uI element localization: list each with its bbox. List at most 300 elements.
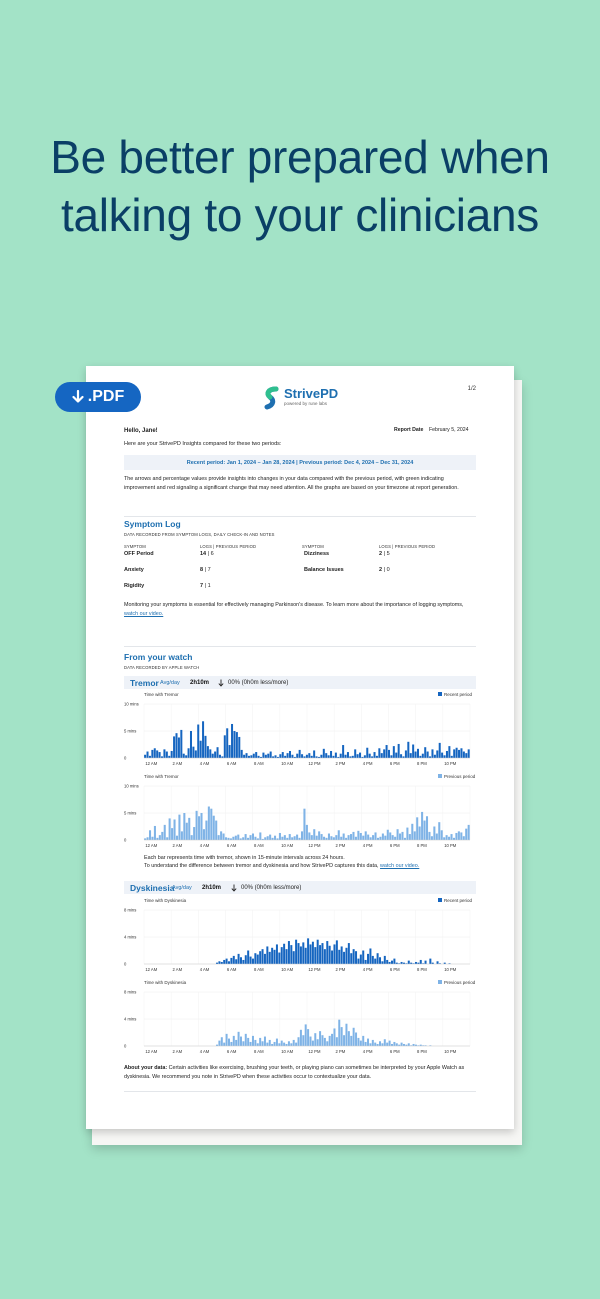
chart-bar (258, 756, 260, 758)
chart-bar (444, 755, 446, 758)
chart-bar (266, 946, 268, 964)
y-tick-label: 8 mins (124, 989, 137, 995)
chart-bar (254, 837, 256, 840)
chart-bar (408, 1043, 410, 1046)
chart-bar (332, 756, 334, 758)
chart-bar (377, 953, 379, 964)
y-tick-label: 0 (124, 961, 127, 967)
chart-bar (330, 836, 332, 840)
x-tick-label: 10 PM (444, 761, 457, 766)
chart-bar (286, 838, 288, 840)
chart-bar (271, 1044, 273, 1046)
page-number: 1/2 (467, 386, 476, 392)
chart-bar (342, 745, 344, 758)
chart-bar (389, 962, 391, 964)
chart-bar (431, 749, 433, 758)
x-tick-label: 12 AM (145, 843, 158, 848)
chart-bar (228, 1039, 230, 1046)
chart-bar (321, 1035, 323, 1046)
x-tick-label: 2 AM (172, 761, 183, 766)
chart-bar (325, 753, 327, 758)
x-tick-label: 2 AM (172, 967, 183, 972)
chart-bar (360, 1041, 362, 1046)
chart-bar (230, 1042, 232, 1046)
chart-bar (384, 1039, 386, 1046)
chart-bar (307, 1029, 309, 1046)
chart-bar (259, 1038, 261, 1046)
tremor-change: 00% (0h0m less/more) (228, 680, 289, 686)
chart-bar (229, 745, 231, 758)
legend-swatch (438, 774, 442, 778)
chart-bar (245, 834, 247, 840)
symptom-log-subtitle: DATA RECORDED FROM SYMPTOM LOGS, DAILY CHECK-IN AND NOTES (124, 532, 275, 537)
chart-bar (159, 752, 161, 758)
chart-bar (288, 941, 290, 964)
chart-bar (279, 833, 281, 840)
chart-bar (419, 756, 421, 758)
chart-bar (274, 836, 276, 840)
chart-bar (299, 750, 301, 758)
report-date-label: Report Date (394, 427, 424, 433)
chart-bar (147, 837, 149, 840)
legend-swatch (438, 692, 442, 696)
chart-bar (259, 951, 261, 964)
col-symptom-header: SYMPTOM (124, 544, 146, 549)
x-tick-label: 6 PM (389, 967, 400, 972)
x-tick-label: 12 PM (308, 1049, 321, 1054)
intro-text: Here are your StrivePD Insights compared for these two periods: (124, 441, 282, 447)
chart-bar (323, 837, 325, 840)
chart-bar (370, 837, 372, 840)
chart-bar (183, 754, 185, 758)
chart-bar (428, 832, 430, 840)
chart-bar (267, 754, 269, 758)
chart-bar (386, 1043, 388, 1046)
chart-bar (341, 1027, 343, 1046)
chart-bar (318, 831, 320, 840)
chart-bar (353, 949, 355, 964)
col-logs-header: LOGS | PREVIOUS PERIOD (200, 544, 257, 549)
x-tick-label: 6 PM (389, 843, 400, 848)
chart-bar (420, 960, 422, 964)
chart-bar (362, 951, 364, 965)
chart-bar (286, 949, 288, 964)
chart-bar (312, 1041, 314, 1046)
chart-bar (336, 1037, 338, 1046)
chart-bar (372, 835, 374, 840)
chart-bar (381, 753, 383, 758)
chart-bar (431, 836, 433, 840)
chart-bar (341, 946, 343, 964)
chart-bar (252, 1036, 254, 1046)
chart-bar (306, 825, 308, 840)
tremor-avg-label: Avg/day (160, 680, 180, 686)
chart-bar (217, 747, 219, 758)
chart-bar (173, 736, 175, 758)
legend-label: Previous period (444, 774, 476, 779)
chart-bar (393, 746, 395, 758)
chart-bar (404, 838, 406, 840)
chart-bar (223, 1043, 225, 1046)
chart-bar (238, 954, 240, 964)
chart-bar (171, 751, 173, 758)
chart-bar (350, 834, 352, 840)
chart-bar (221, 1037, 223, 1046)
chart-bar (362, 836, 364, 840)
chart-bar (438, 822, 440, 840)
chart-bar (340, 837, 342, 840)
x-tick-label: 10 AM (281, 1049, 294, 1054)
chart-bar (305, 948, 307, 964)
chart-bar (300, 946, 302, 964)
chart-bar (287, 753, 289, 758)
chart-bar (338, 830, 340, 840)
chart-bar (299, 838, 301, 840)
chart-bar (289, 751, 291, 758)
x-tick-label: 12 AM (145, 967, 158, 972)
chart-bar (355, 951, 357, 964)
chart-bar (238, 737, 240, 758)
chart-bar (336, 940, 338, 964)
chart-bar (388, 750, 390, 758)
chart-bar (185, 755, 187, 758)
chart-bar (451, 756, 453, 758)
chart-bar (175, 733, 177, 758)
divider (124, 646, 476, 647)
chart-bar (389, 1041, 391, 1046)
chart-bar (348, 943, 350, 964)
chart-bar (366, 748, 368, 758)
chart-bar (174, 819, 176, 840)
y-tick-label: 4 mins (124, 1016, 137, 1022)
chart-bar (180, 730, 182, 758)
chart-bar (254, 1040, 256, 1046)
chart-bar (276, 1039, 278, 1046)
chart-bar (267, 836, 269, 840)
chart-bar (250, 1042, 252, 1046)
chart-bar (384, 836, 386, 840)
chart-bar (309, 944, 311, 964)
chart-bar (441, 830, 443, 840)
chart-bar (377, 1044, 379, 1046)
chart-bar (221, 962, 223, 964)
x-tick-label: 4 AM (199, 967, 210, 972)
chart-bar (381, 1043, 383, 1046)
chart-bar (237, 835, 239, 840)
chart-bar (181, 831, 183, 840)
chart-bar (302, 1035, 304, 1046)
chart-bar (281, 947, 283, 964)
chart-bar (144, 755, 146, 758)
chart-bar (437, 961, 439, 964)
x-tick-label: 2 AM (172, 1049, 183, 1054)
chart-bar (389, 832, 391, 840)
chart-bar (425, 961, 427, 964)
chart-bar (386, 745, 388, 758)
chart-bar (357, 959, 359, 964)
chart-bar (176, 836, 178, 840)
chart-bar (400, 754, 402, 758)
tremor-note-1: Each bar represents time with tremor, shown in 15-minute intervals across 24 hours. (144, 855, 345, 861)
chart-bar (156, 750, 158, 758)
chart-bar (323, 749, 325, 758)
explanation-text: The arrows and percentage values provide insights into changes in your data compared with the previous period, with green indicating improvement and red signaling a significant change that may need attention. All the graphs are based on your timezone at report generation. (124, 476, 459, 491)
x-tick-label: 2 PM (335, 967, 346, 972)
chart-bar (331, 951, 333, 965)
y-tick-label: 5 mins (124, 728, 137, 734)
x-tick-label: 6 AM (226, 967, 237, 972)
chart-bar (374, 752, 376, 758)
chart-bar (262, 1041, 264, 1046)
chart-bar (314, 947, 316, 964)
dyskinesia-title: Dyskinesia (130, 883, 175, 893)
chart-bar (381, 961, 383, 964)
chart-bar (468, 825, 470, 840)
chart-bar (212, 754, 214, 758)
x-tick-label: 2 AM (172, 843, 183, 848)
watch-video-link[interactable]: watch our video. (124, 610, 164, 617)
chart-bar (365, 1042, 367, 1046)
chart-bar (233, 731, 235, 758)
chart-bar (453, 749, 455, 758)
x-tick-label: 4 PM (362, 843, 373, 848)
dyskinesia-recent-chart (124, 896, 476, 980)
chart-bar (236, 732, 238, 758)
x-tick-label: 8 PM (417, 967, 427, 972)
chart-bar (188, 818, 190, 840)
chart-bar (164, 825, 166, 840)
chart-bar (265, 755, 267, 758)
chart-bar (250, 755, 252, 758)
chart-bar (161, 832, 163, 840)
chart-bar (382, 834, 384, 840)
chart-bar (319, 945, 321, 964)
download-arrow-icon (72, 390, 84, 404)
x-tick-label: 8 AM (254, 967, 264, 972)
x-tick-label: 2 PM (335, 1049, 346, 1054)
x-tick-label: 2 PM (335, 843, 346, 848)
chart-bar (252, 959, 254, 964)
chart-bar (326, 1041, 328, 1046)
x-tick-label: 6 PM (389, 761, 400, 766)
chart-bar (377, 838, 379, 840)
x-tick-label: 10 PM (444, 1049, 457, 1054)
chart-bar (330, 751, 332, 758)
watch-video-link[interactable]: watch our video. (380, 863, 420, 869)
chart-bar (392, 835, 394, 840)
chart-bar (186, 823, 188, 840)
symptom-logs: 7 | 1 (200, 583, 211, 589)
chart-bar (450, 834, 452, 840)
chart-bar (375, 832, 377, 840)
col-symptom-header-2: SYMPTOM (302, 544, 324, 549)
chart-bar (178, 815, 180, 840)
chart-bar (257, 1043, 259, 1046)
chart-bar (369, 754, 371, 758)
dyskinesia-change: 00% (0h0m less/more) (241, 885, 302, 891)
chart-bar (226, 1034, 228, 1046)
chart-bar (345, 948, 347, 964)
x-tick-label: 12 PM (308, 761, 321, 766)
x-tick-label: 12 PM (308, 843, 321, 848)
chart-bar (290, 1043, 292, 1046)
chart-bar (233, 1036, 235, 1046)
chart-bar (364, 755, 366, 758)
chart-bar (218, 835, 220, 840)
chart-bar (317, 1039, 319, 1046)
chart-bar (439, 743, 441, 758)
chart-bar (228, 961, 230, 964)
chart-bar (230, 958, 232, 964)
chart-bar (367, 954, 369, 964)
chart-bar (235, 959, 237, 964)
chart-bar (311, 756, 313, 758)
chart-bar (171, 828, 173, 840)
chart-bar (383, 749, 385, 758)
chart-bar (291, 755, 293, 758)
chart-bar (154, 748, 156, 758)
chart-bar (223, 960, 225, 964)
legend-swatch (438, 898, 442, 902)
chart-bar (360, 955, 362, 964)
chart-bar (306, 755, 308, 758)
tremor-title: Tremor (130, 678, 159, 688)
chart-bar (302, 942, 304, 964)
watch-section-title: From your watch (124, 652, 193, 662)
chart-bar (427, 752, 429, 758)
legend-swatch (438, 980, 442, 984)
chart-bar (271, 948, 273, 964)
chart-bar (362, 1036, 364, 1046)
chart-bar (284, 835, 286, 840)
report-page (86, 366, 514, 1129)
chart-bar (365, 960, 367, 964)
dyskinesia-avg-label: Avg/day (172, 885, 192, 891)
chart-bar (372, 956, 374, 964)
symptom-name: OFF Period (124, 551, 154, 557)
chart-bar (434, 755, 436, 758)
chart-bar (338, 1020, 340, 1046)
chart-bar (269, 835, 271, 840)
chart-bar (300, 1030, 302, 1046)
chart-bar (200, 813, 202, 840)
chart-bar (426, 816, 428, 840)
chart-bar (393, 1042, 395, 1046)
chart-bar (169, 818, 171, 840)
chart-bar (250, 957, 252, 964)
chart-bar (338, 950, 340, 964)
chart-bar (294, 836, 296, 840)
chart-bar (401, 1043, 403, 1046)
download-pdf-button[interactable] (55, 382, 141, 412)
chart-bar (333, 837, 335, 840)
chart-bar (320, 755, 322, 758)
chart-bar (331, 1034, 333, 1046)
chart-bar (333, 1028, 335, 1046)
symptom-name: Balance Issues (304, 567, 344, 573)
chart-bar (405, 750, 407, 758)
chart-bar (298, 1037, 300, 1046)
chart-bar (264, 954, 266, 964)
chart-bar (350, 953, 352, 964)
chart-bar (329, 946, 331, 964)
chart-bar (446, 835, 448, 840)
x-tick-label: 4 PM (362, 761, 373, 766)
chart-bar (378, 748, 380, 758)
x-tick-label: 6 PM (389, 1049, 400, 1054)
x-tick-label: 8 AM (254, 761, 264, 766)
chart-bar (225, 837, 227, 840)
chart-bar (197, 725, 199, 758)
chart-bar (394, 837, 396, 840)
chart-bar (192, 747, 194, 758)
x-tick-label: 4 AM (199, 761, 210, 766)
x-tick-label: 10 PM (444, 843, 457, 848)
report-date: February 5, 2024 (429, 427, 469, 433)
headline-line-2: talking to your clinicians (61, 189, 539, 241)
y-tick-label: 10 mins (124, 701, 139, 707)
chart-bar (324, 1038, 326, 1046)
chart-bar (226, 728, 228, 758)
legend-label: Recent period (444, 898, 473, 903)
chart-bar (245, 1034, 247, 1046)
chart-bar (291, 837, 293, 840)
symptom-name: Anxiety (124, 567, 144, 573)
headline (0, 128, 600, 244)
chart-bar (328, 755, 330, 758)
chart-bar (209, 749, 211, 758)
chart-bar (374, 1043, 376, 1046)
chart-bar (354, 749, 356, 758)
chart-bar (269, 952, 271, 964)
divider (124, 1091, 476, 1092)
watch-section-subtitle: DATA RECORDED BY APPLE WATCH (124, 665, 200, 670)
chart-bar (419, 827, 421, 841)
divider (124, 516, 476, 517)
chart-bar (270, 752, 272, 758)
chart-bar (241, 750, 243, 758)
chart-bar (240, 957, 242, 964)
chart-bar (219, 755, 221, 758)
chart-bar (357, 831, 359, 840)
legend-label: Recent period (444, 692, 473, 697)
dyskinesia-previous-chart (124, 978, 476, 1062)
chart-bar (465, 829, 467, 840)
symptom-log-title: Symptom Log (124, 519, 181, 529)
chart-bar (460, 748, 462, 758)
col-logs-header-2: LOGS | PREVIOUS PERIOD (379, 544, 436, 549)
chart-bar (384, 956, 386, 964)
chart-bar (254, 953, 256, 964)
chart-bar (218, 961, 220, 964)
chart-bar (243, 755, 245, 758)
chart-bar (355, 837, 357, 840)
chart-bar (188, 748, 190, 758)
chart-bar (417, 749, 419, 758)
chart-bar (298, 943, 300, 964)
chart-bar (397, 829, 399, 840)
x-tick-label: 4 AM (199, 843, 210, 848)
chart-bar (446, 751, 448, 758)
x-tick-label: 4 PM (362, 967, 373, 972)
chart-bar (416, 817, 418, 840)
chart-bar (347, 752, 349, 758)
chart-bar (282, 752, 284, 758)
chart-bar (350, 1036, 352, 1046)
chart-bar (305, 1024, 307, 1046)
chart-bar (441, 753, 443, 758)
headline-line-1: Be better prepared when (50, 131, 550, 183)
